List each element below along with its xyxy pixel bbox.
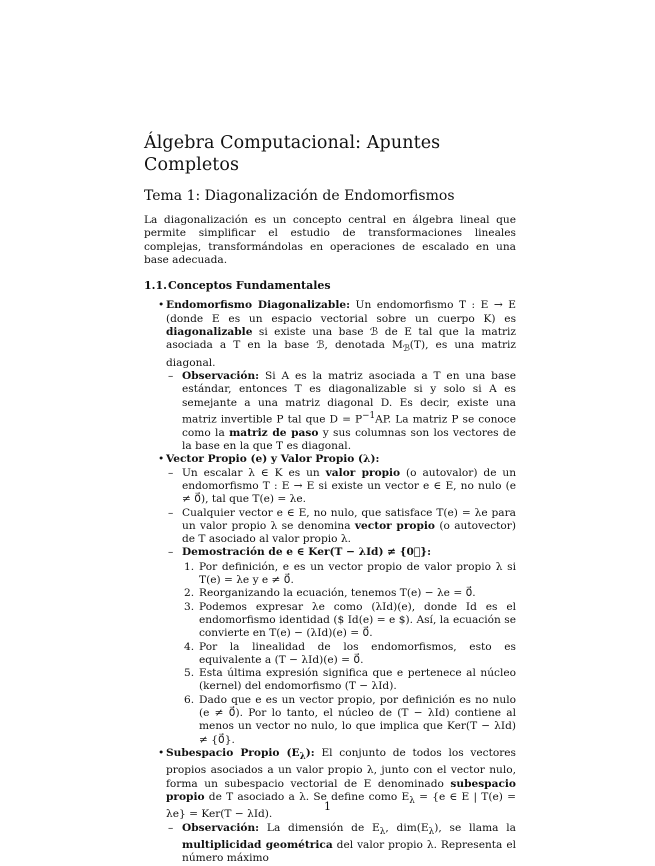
- list-item-vector-propio-def: [166, 507, 516, 547]
- item-text: ), se llama la: [434, 821, 516, 834]
- list-item-demostracion: [166, 546, 516, 746]
- item-text: Un endomorfismo T : E → E (donde E es un espacio vectorial sobre un cuerpo K) es: [166, 299, 516, 325]
- sub-list: [166, 370, 516, 453]
- item-subscript: ℬ: [402, 344, 410, 355]
- item-text: (o autovector) de T asociado al valor propio λ.: [182, 519, 516, 546]
- item-text: del valor propio λ. Representa el número máximo: [182, 839, 516, 865]
- item-heading: Endomorfismo Diagonalizable:: [166, 299, 351, 312]
- concept-list: [144, 299, 516, 865]
- step-text: Reorganizando la ecuación, tenemos T(e) − λe = 0⃗.: [199, 587, 476, 600]
- step-number: 3.: [184, 600, 195, 613]
- heading-subscript: λ: [299, 752, 306, 763]
- proof-step: [182, 667, 516, 694]
- section-title: Tema 1: Diagonalización de Endomorfismos: [144, 188, 455, 204]
- bullet-marker: •: [158, 453, 165, 466]
- step-number: 5.: [184, 667, 195, 680]
- step-number: 4.: [184, 640, 195, 653]
- item-text: (o autovalor) de un endomorfismo T : E → E si existe un vector e ∈ E, no nulo (e ≠ 0⃗), tal que T(e) = λe.: [182, 466, 517, 506]
- item-subscript: λ: [409, 796, 415, 807]
- item-text: Si A es la matriz asociada a T en una base estándar, entonces T es diagonalizable si y solo si A es semejante a una matriz diagonal D. Es decir, existe una matriz invertible P tal que D = P: [182, 370, 516, 426]
- sub-list: [166, 822, 516, 866]
- subsection-number: 1.1.: [144, 279, 167, 293]
- item-bold: multiplicidad geométrica: [182, 839, 333, 852]
- step-text: Por definición, e es un vector propio de valor propio λ si T(e) = λe y e ≠ 0⃗.: [199, 560, 516, 587]
- step-text: Podemos expresar λe como (λId)(e), donde Id es el endomorfismo identidad ($ Id(e) = e $). Así, la ecuación se convierte en T(e) − (λId)(e) = 0⃗.: [199, 600, 516, 640]
- item-subscript: λ: [379, 826, 386, 837]
- proof-steps: [182, 561, 516, 747]
- proof-step: [182, 694, 516, 747]
- item-text: Cualquier vector e ∈ E, no nulo, que satisface T(e) = λe para un valor propio λ se denomina: [182, 506, 516, 532]
- item-text: = {e ∈ E | T(e) = λe} = Ker(T − λId).: [166, 790, 516, 821]
- proof-step: [182, 587, 516, 600]
- proof-step: [182, 641, 516, 668]
- item-heading: [166, 746, 315, 763]
- item-bold: subespacio propio: [166, 777, 516, 803]
- item-bold: matriz de paso: [229, 426, 319, 439]
- subsection-heading: [144, 279, 516, 292]
- item-bold: diagonalizable: [166, 326, 253, 339]
- list-item-observacion: [166, 370, 516, 453]
- list-item-diagonalizable: [144, 299, 516, 453]
- proof-step: [182, 601, 516, 641]
- dash-marker: –: [168, 546, 174, 559]
- step-text: Por la linealidad de los endomorfismos, esto es equivalente a (T − λId)(e) = 0⃗.: [199, 640, 516, 666]
- subsection-title: Conceptos Fundamentales: [168, 279, 331, 293]
- page-content: [144, 132, 516, 866]
- bullet-marker: •: [158, 299, 165, 312]
- item-text: La dimensión de E: [259, 821, 380, 834]
- item-text: Un escalar λ ∈ K es un: [182, 466, 326, 479]
- item-text: AP. La matriz P se conoce como la: [182, 413, 516, 439]
- item-text: de T asociado a λ. Se define como E: [204, 790, 410, 803]
- document-title: Álgebra Computacional: Apuntes Completos: [144, 133, 441, 175]
- dash-marker: –: [168, 370, 174, 383]
- item-text: , dim(E: [385, 821, 429, 834]
- list-item-valor-propio: [166, 467, 516, 507]
- item-text: El conjunto de todos los vectores propios asociados a un valor propio λ, junto con el vector nulo, forma un subespacio vectorial de E denominado: [166, 746, 516, 790]
- step-text: Esta última expresión significa que e pertenece al núcleo (kernel) del endomorfismo (T − λId).: [199, 667, 516, 693]
- item-heading: Observación:: [182, 821, 260, 834]
- dash-marker: –: [168, 466, 174, 479]
- step-text: Dado que e es un vector propio, por definición es no nulo (e ≠ 0⃗). Por lo tanto, el núcleo de (T − λId) contiene al menos un vector no nulo, lo que implica que Ker(T − λId) ≠ {0⃗}.: [199, 693, 516, 746]
- item-heading: Observación:: [182, 370, 260, 383]
- proof-step: [182, 561, 516, 588]
- item-text: (T), es una matriz diagonal.: [166, 339, 516, 369]
- heading-text: Subespacio Propio (E: [166, 746, 300, 759]
- step-number: 6.: [184, 693, 195, 706]
- item-text: si existe una base ℬ de E tal que la matriz asociada a T en la base ℬ, denotada M: [166, 326, 516, 352]
- intro-paragraph: La diagonalización es un concepto central en álgebra lineal que permite simplificar el estudio de transformaciones lineales complejas, transformándolas en operaciones de escalado en una base adecuada.: [144, 214, 516, 266]
- bullet-marker: •: [158, 746, 165, 759]
- step-number: 1.: [184, 560, 195, 573]
- step-number: 2.: [184, 587, 195, 600]
- item-heading: Vector Propio (e) y Valor Propio (λ):: [166, 453, 380, 466]
- list-item-observacion-2: [166, 822, 516, 866]
- item-heading: Demostración de e ∈ Ker(T − λId) ≠ {0⃗}:: [182, 546, 431, 559]
- dash-marker: –: [168, 821, 174, 834]
- sub-list: [166, 467, 516, 747]
- item-text: y sus columnas son los vectores de la base en la que T es diagonal.: [182, 426, 516, 453]
- item-superscript: −1: [362, 410, 376, 421]
- page-number: 1: [324, 800, 331, 813]
- heading-text: ):: [305, 746, 315, 759]
- list-item-vector-propio: [144, 453, 516, 747]
- item-subscript: λ: [428, 826, 435, 837]
- dash-marker: –: [168, 506, 174, 519]
- item-bold: valor propio: [325, 466, 401, 479]
- item-bold: vector propio: [354, 519, 435, 532]
